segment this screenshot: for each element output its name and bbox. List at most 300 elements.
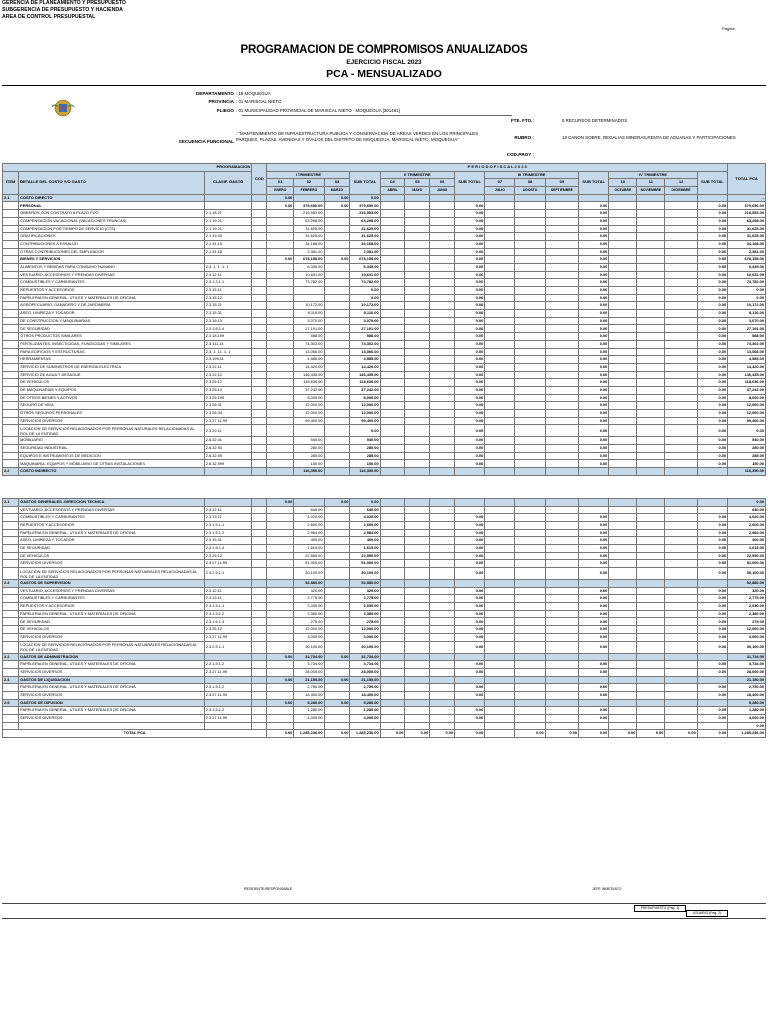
month-cell — [609, 302, 637, 310]
month-cell — [515, 537, 545, 545]
month-cell — [515, 514, 545, 522]
month-cell — [515, 348, 545, 356]
subtotal-cell: 0.00 — [697, 425, 727, 437]
month-cell — [380, 287, 405, 295]
month-cell — [665, 356, 697, 364]
total-cell: 4,000.00 — [728, 715, 766, 723]
month-cell — [485, 641, 515, 653]
subtotal-cell — [455, 722, 485, 730]
month-cell — [665, 580, 697, 588]
total-cell: 99,400.00 — [728, 417, 766, 425]
total-cell: 10,172.00 — [728, 302, 766, 310]
cod-cell — [252, 294, 267, 302]
month-cell — [609, 506, 637, 514]
month-cell — [405, 684, 430, 692]
subtotal-cell: 0.00 — [455, 402, 485, 410]
month-cell — [405, 537, 430, 545]
month-number-header: 11 — [637, 179, 665, 187]
detalle-cell: COMBUSTIBLES Y CARBURANTES — [19, 279, 205, 287]
month-cell — [637, 568, 665, 580]
month-cell — [430, 225, 455, 233]
month-cell — [515, 333, 545, 341]
clasif-cell: 2.3.25.14 — [204, 386, 252, 394]
cod-cell — [252, 202, 267, 210]
month-cell — [405, 317, 430, 325]
month-cell: 0.00 — [267, 256, 294, 264]
month-cell — [267, 425, 294, 437]
month-cell: 73,782.00 — [294, 279, 324, 287]
subtotal-cell: 31,734.00 — [350, 653, 380, 661]
clasif-cell: 2.3.16.13 — [204, 317, 252, 325]
month-cell — [515, 715, 545, 723]
month-cell — [665, 684, 697, 692]
month-cell — [324, 279, 350, 287]
subtotal-cell: 0.00 — [697, 379, 727, 387]
detalle-cell: SERVICIOS DIVERSOS — [19, 633, 205, 641]
month-cell — [609, 202, 637, 210]
month-cell — [515, 240, 545, 248]
group-row — [3, 202, 766, 210]
subtotal-cell: 0.00 — [455, 521, 485, 529]
subtotal-cell: 52,880.00 — [350, 580, 380, 588]
table-row — [3, 302, 766, 310]
item-cell: 2.2 — [3, 468, 19, 476]
clasif-cell — [204, 676, 252, 684]
month-cell — [267, 514, 294, 522]
subtotal-cell: 0.00 — [697, 684, 727, 692]
month-cell — [430, 715, 455, 723]
month-cell: 12,000.00 — [294, 402, 324, 410]
cod-cell — [252, 633, 267, 641]
month-cell — [380, 468, 405, 476]
total-cell: 285.00 — [728, 452, 766, 460]
subtotal-cell: 0.00 — [579, 371, 609, 379]
month-cell — [324, 668, 350, 676]
month-cell — [380, 521, 405, 529]
cod-cell — [252, 722, 267, 730]
month-cell — [324, 310, 350, 318]
month-cell: 30,100.00 — [294, 568, 324, 580]
month-cell — [430, 302, 455, 310]
month-cell — [515, 445, 545, 453]
month-cell — [515, 256, 545, 264]
total-cell: 52,880.00 — [728, 580, 766, 588]
month-cell — [267, 371, 294, 379]
detalle-cell: PAPELERIA EN GENERAL, UTILES Y MATERIALES DE OFICINA — [19, 610, 205, 618]
subtotal-cell: 2,750.00 — [350, 684, 380, 692]
month-cell — [324, 715, 350, 723]
month-cell — [609, 233, 637, 241]
month-cell — [545, 552, 578, 560]
month-cell — [637, 603, 665, 611]
month-cell — [324, 610, 350, 618]
month-cell — [267, 445, 294, 453]
month-cell — [609, 294, 637, 302]
month-cell — [665, 626, 697, 634]
subtotal-cell: 280.00 — [350, 445, 380, 453]
month-cell — [665, 587, 697, 595]
clasif-cell: 2.3.1.5.1.1 — [204, 521, 252, 529]
cod-cell — [252, 217, 267, 225]
clasif-cell: 2.1.31.15 — [204, 240, 252, 248]
subtotal-1-header: SUB TOTAL — [350, 171, 380, 194]
item-cell — [3, 294, 19, 302]
month-cell — [324, 506, 350, 514]
month-cell — [267, 325, 294, 333]
periodo-header: P E R I O D O F I S C A L 2 0 2 3 — [267, 164, 728, 172]
subtotal-cell — [697, 722, 727, 730]
month-cell — [637, 641, 665, 653]
month-cell: 51,000.00 — [294, 560, 324, 568]
subtotal-cell: 0.00 — [579, 661, 609, 669]
month-cell — [545, 310, 578, 318]
month-cell — [485, 263, 515, 271]
month-cell — [545, 676, 578, 684]
document-title-2: PCA - MENSUALIZADO — [326, 68, 442, 80]
subtotal-cell: 116,350.00 — [350, 468, 380, 476]
month-cell — [515, 233, 545, 241]
month-cell — [545, 371, 578, 379]
table-row — [3, 661, 766, 669]
total-cell: 280.00 — [728, 445, 766, 453]
cod-cell — [252, 371, 267, 379]
month-cell — [545, 402, 578, 410]
month-cell — [545, 521, 578, 529]
month-cell — [430, 537, 455, 545]
subtotal-cell: 0.00 — [697, 691, 727, 699]
subtotal-cell: 0.00 — [697, 340, 727, 348]
month-cell — [324, 233, 350, 241]
item-cell — [3, 325, 19, 333]
month-cell — [405, 460, 430, 468]
table-row — [3, 340, 766, 348]
month-cell — [405, 603, 430, 611]
month-cell: 27,191.00 — [294, 325, 324, 333]
detalle-cell: PERSONAL — [19, 202, 205, 210]
month-cell — [430, 468, 455, 476]
table-row — [3, 310, 766, 318]
total-cell: 150.00 — [728, 460, 766, 468]
subtotal-cell: 0.00 — [455, 317, 485, 325]
table-row — [3, 294, 766, 302]
month-cell: 34,168.00 — [294, 240, 324, 248]
cod-cell — [252, 445, 267, 453]
cod-cell — [252, 560, 267, 568]
month-cell — [637, 325, 665, 333]
month-cell: 5,280.00 — [294, 699, 324, 707]
month-cell: 21,150.00 — [294, 676, 324, 684]
month-cell — [380, 460, 405, 468]
detalle-cell: MOBILIARIO — [19, 437, 205, 445]
month-cell — [485, 225, 515, 233]
subtotal-cell: 0.00 — [455, 340, 485, 348]
total-cell: 30,100.00 — [728, 568, 766, 580]
detalle-cell: LOCACION DE SERVICIOS RELACIONADOS POR PERSONAS NATURALES RELACIONADAS AL ROL DE LA ENTIDAD — [19, 425, 205, 437]
month-cell — [515, 676, 545, 684]
month-cell — [267, 684, 294, 692]
cod-cell — [252, 437, 267, 445]
subtotal-cell: 0.00 — [579, 310, 609, 318]
subtotal-cell: 0.00 — [697, 410, 727, 418]
month-cell — [380, 595, 405, 603]
subtotal-cell: 0.00 — [697, 356, 727, 364]
month-cell — [380, 356, 405, 364]
table-row — [3, 595, 766, 603]
item-cell — [3, 460, 19, 468]
month-cell — [267, 363, 294, 371]
month-cell — [485, 610, 515, 618]
month-cell — [380, 248, 405, 256]
month-cell — [324, 595, 350, 603]
clasif-cell: 2.6.32.999 — [204, 460, 252, 468]
month-cell — [637, 379, 665, 387]
subtotal-cell — [455, 699, 485, 707]
subtotal-cell: 0.00 — [455, 240, 485, 248]
municipal-crest-icon — [50, 98, 76, 118]
detalle-cell: GASTOS DE SUPERVISION — [19, 580, 205, 588]
detalle-cell: DE SEGURIDAD — [19, 618, 205, 626]
cod-cell — [252, 225, 267, 233]
subtotal-cell: 0.00 — [455, 294, 485, 302]
subtotal-cell: 2,380.00 — [350, 610, 380, 618]
month-cell — [637, 248, 665, 256]
subtotal-cell: 1,280.00 — [350, 707, 380, 715]
cod-cell — [252, 715, 267, 723]
month-cell — [545, 506, 578, 514]
month-cell — [380, 445, 405, 453]
item-cell — [3, 544, 19, 552]
subtotal-cell: 0.00 — [697, 641, 727, 653]
month-cell — [545, 653, 578, 661]
subtotal-cell: 0.00 — [579, 202, 609, 210]
subtotal-cell: 0.00 — [455, 210, 485, 218]
total-cell: 0.00 — [405, 730, 430, 738]
month-cell — [665, 514, 697, 522]
month-cell — [380, 340, 405, 348]
total-cell: 4,585.00 — [728, 356, 766, 364]
month-cell — [324, 537, 350, 545]
month-cell: 31,625.00 — [294, 233, 324, 241]
month-cell — [609, 371, 637, 379]
month-cell — [324, 452, 350, 460]
month-cell — [609, 363, 637, 371]
total-cell: 18,400.00 — [728, 691, 766, 699]
subtotal-cell: 0.00 — [455, 386, 485, 394]
cod-cell — [252, 521, 267, 529]
month-cell: 10,631.00 — [294, 271, 324, 279]
month-cell: 12,000.00 — [294, 626, 324, 634]
subtotal-cell: 0.00 — [455, 537, 485, 545]
cod-cell — [252, 402, 267, 410]
month-cell — [485, 626, 515, 634]
month-cell — [380, 544, 405, 552]
month-cell — [405, 452, 430, 460]
month-cell — [430, 194, 455, 202]
month-cell — [380, 425, 405, 437]
month-cell — [545, 445, 578, 453]
month-cell — [545, 217, 578, 225]
total-cell: 12,000.00 — [728, 402, 766, 410]
month-cell — [665, 371, 697, 379]
subtotal-cell: 0.00 — [579, 529, 609, 537]
cod-cell — [252, 333, 267, 341]
subtotal-cell: 0.00 — [697, 310, 727, 318]
month-number-header: 02 — [294, 179, 324, 187]
month-cell — [324, 460, 350, 468]
total-cell: 1,280.00 — [728, 707, 766, 715]
month-cell — [267, 618, 294, 626]
month-cell — [485, 394, 515, 402]
month-cell — [324, 437, 350, 445]
month-cell — [430, 210, 455, 218]
cod-cell — [252, 707, 267, 715]
subtotal-cell: 0.00 — [579, 279, 609, 287]
month-cell — [430, 514, 455, 522]
month-cell — [665, 402, 697, 410]
month-cell — [405, 256, 430, 264]
subtotal-cell: 0.00 — [455, 279, 485, 287]
subtotal-cell: 0.00 — [697, 417, 727, 425]
month-cell — [637, 699, 665, 707]
month-cell — [324, 425, 350, 437]
table-row — [3, 437, 766, 445]
table-row — [3, 560, 766, 568]
month-cell: 640.00 — [294, 506, 324, 514]
month-cell — [324, 626, 350, 634]
total-cell: 51,000.00 — [728, 560, 766, 568]
item-cell — [3, 633, 19, 641]
month-cell: 63,298.00 — [294, 217, 324, 225]
group-row — [3, 256, 766, 264]
subtotal-cell — [579, 580, 609, 588]
subtotal-cell: 0.00 — [455, 356, 485, 364]
table-row — [3, 263, 766, 271]
subtotal-cell: 0.00 — [455, 603, 485, 611]
subtotal-cell: 0.00 — [697, 661, 727, 669]
month-cell — [405, 514, 430, 522]
month-cell — [405, 356, 430, 364]
month-cell: 8,000.00 — [294, 394, 324, 402]
month-cell — [665, 445, 697, 453]
month-cell — [405, 410, 430, 418]
item-cell — [3, 379, 19, 387]
cod-cell — [252, 699, 267, 707]
month-cell: 22,550.00 — [294, 552, 324, 560]
month-cell — [637, 425, 665, 437]
month-cell — [515, 417, 545, 425]
table-row — [3, 707, 766, 715]
month-cell — [267, 302, 294, 310]
subtotal-cell: 0.00 — [350, 425, 380, 437]
month-cell — [609, 722, 637, 730]
month-cell — [405, 521, 430, 529]
subtotal-cell: 3,070.00 — [350, 317, 380, 325]
month-cell — [609, 626, 637, 634]
month-cell — [267, 340, 294, 348]
month-cell — [430, 394, 455, 402]
month-cell — [267, 544, 294, 552]
month-cell: 3,734.00 — [294, 661, 324, 669]
month-cell — [609, 661, 637, 669]
subtotal-cell: 22,550.00 — [350, 552, 380, 560]
month-cell — [380, 240, 405, 248]
month-cell — [665, 417, 697, 425]
clasif-cell: 2.3.1.6.1.4 — [204, 325, 252, 333]
clasif-cell: 2.3.1.5.1.2 — [204, 684, 252, 692]
total-cell: 8,116.00 — [728, 310, 766, 318]
org-header — [2, 0, 126, 21]
subtotal-cell: 0.00 — [579, 626, 609, 634]
month-cell — [665, 386, 697, 394]
month-cell — [545, 633, 578, 641]
subtotal-cell: 0.00 — [579, 552, 609, 560]
month-cell — [545, 386, 578, 394]
item-cell — [3, 271, 19, 279]
month-cell — [545, 437, 578, 445]
month-cell — [485, 310, 515, 318]
subtotal-cell: 0.00 — [455, 437, 485, 445]
subtotal-cell: 0.00 — [455, 610, 485, 618]
month-cell: 216,553.00 — [294, 210, 324, 218]
subtotal-cell: 3,734.00 — [350, 661, 380, 669]
cod-cell — [252, 256, 267, 264]
subtotal-cell: 0.00 — [697, 437, 727, 445]
month-cell: 2,600.00 — [294, 521, 324, 529]
subtotal-cell: 0.00 — [455, 626, 485, 634]
cod-cell — [252, 210, 267, 218]
month-cell — [665, 302, 697, 310]
total-cell: 379,650.00 — [728, 202, 766, 210]
subtotal-cell: 0.00 — [455, 568, 485, 580]
subtotal-cell — [579, 194, 609, 202]
month-cell — [267, 521, 294, 529]
month-cell — [515, 287, 545, 295]
subtotal-cell: 18,400.00 — [350, 691, 380, 699]
month-cell — [665, 633, 697, 641]
total-cell: 540.00 — [728, 437, 766, 445]
month-cell — [485, 363, 515, 371]
month-cell: 4,585.00 — [294, 356, 324, 364]
month-cell — [545, 568, 578, 580]
item-cell — [3, 363, 19, 371]
month-cell — [545, 279, 578, 287]
subtotal-cell: 0.00 — [579, 610, 609, 618]
month-cell — [430, 386, 455, 394]
month-cell — [665, 233, 697, 241]
month-cell — [430, 521, 455, 529]
month-cell: 2,030.00 — [294, 603, 324, 611]
month-cell — [515, 340, 545, 348]
departamento-value: 18 MOQUEGUA — [238, 91, 271, 96]
item-cell — [3, 233, 19, 241]
month-cell — [637, 580, 665, 588]
total-cell: 0.00 — [380, 730, 405, 738]
subtotal-cell: 0.00 — [697, 668, 727, 676]
month-cell — [545, 194, 578, 202]
month-cell — [485, 603, 515, 611]
total-cell: 2,381.00 — [728, 248, 766, 256]
subtotal-cell: 0.00 — [455, 618, 485, 626]
detalle-cell: EQUIPOS E INSTRUMENTOS DE MEDICION — [19, 452, 205, 460]
detalle-cell: AGROPECUARIO, GANADERO Y DE JARDINERIA — [19, 302, 205, 310]
month-cell — [485, 691, 515, 699]
table-row — [3, 445, 766, 453]
subtotal-cell: 5,280.00 — [350, 699, 380, 707]
month-cell — [324, 633, 350, 641]
subtotal-cell — [455, 468, 485, 476]
cod-cell — [252, 506, 267, 514]
month-cell — [545, 394, 578, 402]
